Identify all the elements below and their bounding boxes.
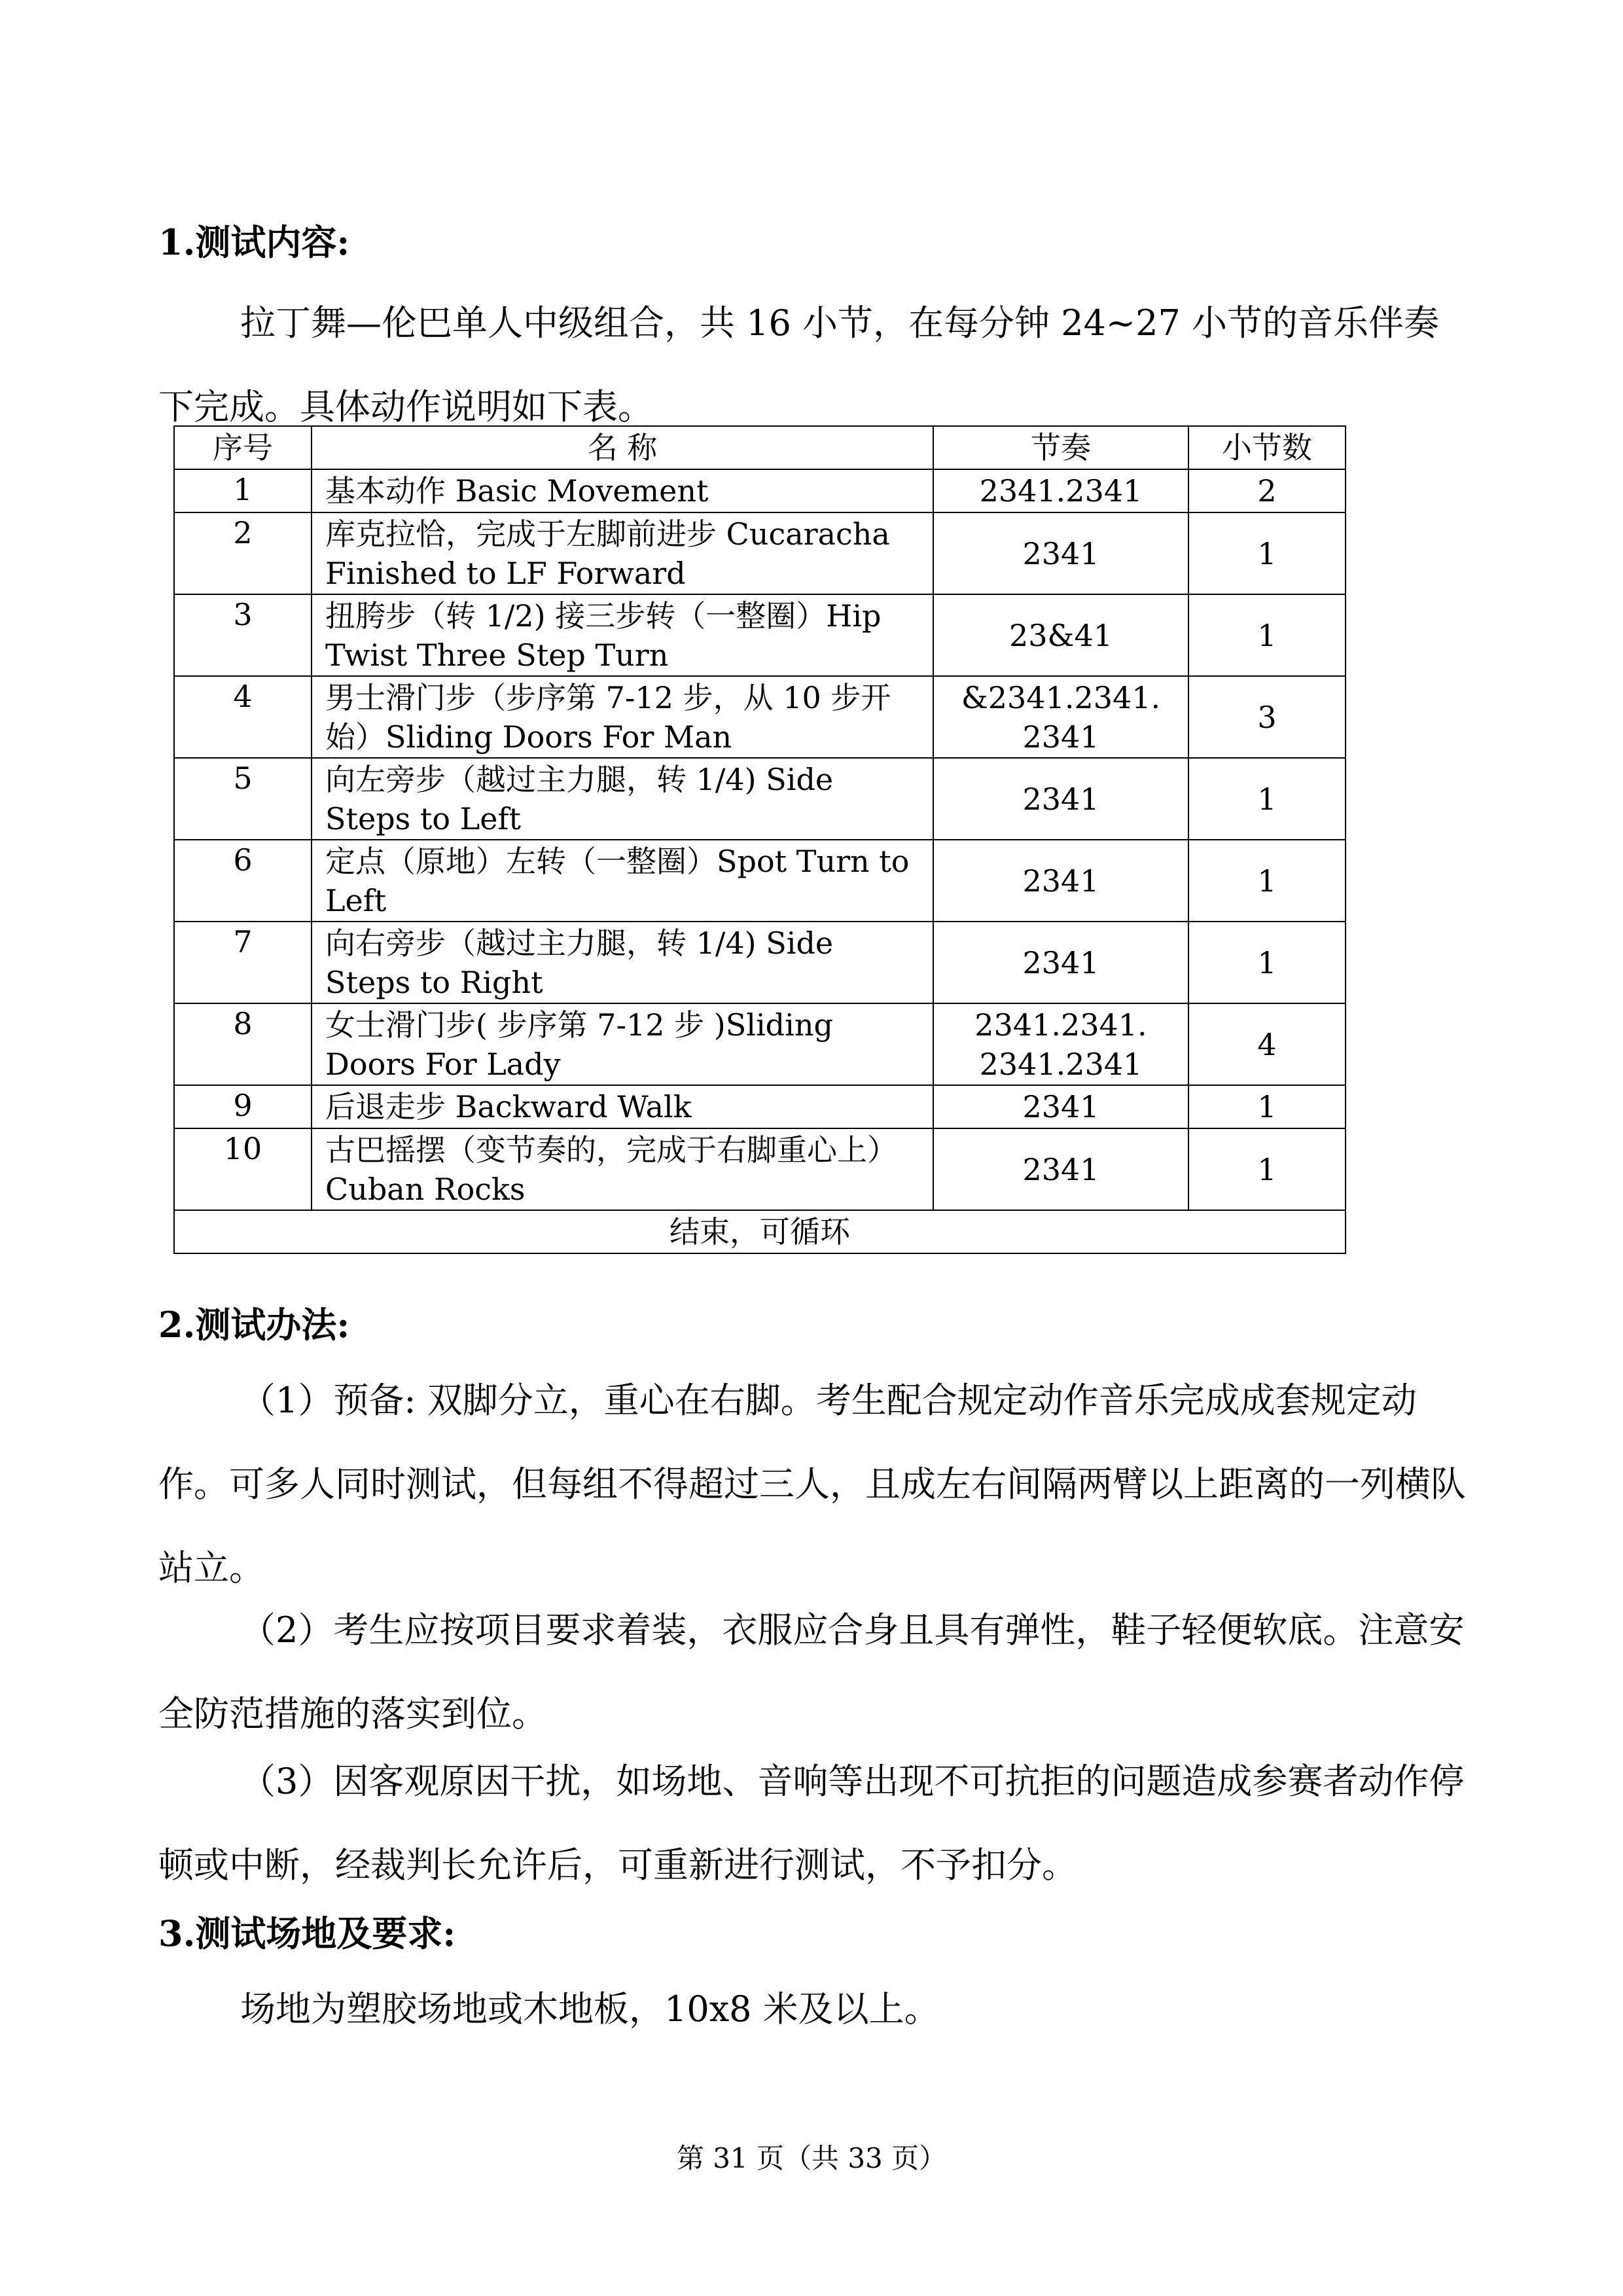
venue-paragraph: 场地为塑胶场地或木地板，10x8 米及以上。	[240, 1988, 940, 2030]
row-bars: 1	[1188, 1128, 1346, 1210]
table-row	[174, 1003, 1346, 1085]
table-row	[174, 840, 1346, 922]
row-bars: 1	[1188, 594, 1346, 676]
table-row	[174, 922, 1346, 1003]
row-name: 基本动作 Basic Movement	[312, 469, 933, 512]
row-name: 定点（原地）左转（一整圈）Spot Turn to Left	[312, 840, 933, 922]
row-name: 扭胯步（转 1/2) 接三步转（一整圈）Hip Twist Three Step Turn	[312, 594, 933, 676]
row-name: 古巴摇摆（变节奏的，完成于右脚重心上）Cuban Rocks	[312, 1128, 933, 1210]
row-seq: 9	[174, 1085, 312, 1128]
row-bars: 1	[1188, 758, 1346, 840]
row-seq: 6	[174, 840, 312, 922]
row-rhythm: 2341	[933, 758, 1188, 840]
row-rhythm: 2341	[933, 1085, 1188, 1128]
row-name: 库克拉恰，完成于左脚前进步 Cucaracha Finished to LF Forward	[312, 512, 933, 594]
row-bars: 4	[1188, 1003, 1346, 1085]
row-seq: 1	[174, 469, 312, 512]
row-rhythm: 2341	[933, 840, 1188, 922]
row-name: 后退走步 Backward Walk	[312, 1085, 933, 1128]
header-bars: 小节数	[1188, 426, 1346, 469]
row-seq: 3	[174, 594, 312, 676]
row-bars: 1	[1188, 1085, 1346, 1128]
movement-table	[173, 425, 1346, 1254]
table-footer-row	[174, 1210, 1346, 1253]
table-footer-note: 结束，可循环	[174, 1210, 1346, 1253]
table-row	[174, 594, 1346, 676]
row-bars: 3	[1188, 676, 1346, 758]
table-header-row	[174, 426, 1346, 469]
table-row	[174, 1085, 1346, 1128]
row-rhythm: 2341.2341. 2341.2341	[933, 1003, 1188, 1085]
row-name: 向右旁步（越过主力腿，转 1/4) Side Steps to Right	[312, 922, 933, 1003]
row-rhythm: 2341	[933, 512, 1188, 594]
table-row	[174, 512, 1346, 594]
section-heading-venue: 3.测试场地及要求:	[158, 1912, 456, 1954]
row-name: 向左旁步（越过主力腿，转 1/4) Side Steps to Left	[312, 758, 933, 840]
row-bars: 1	[1188, 922, 1346, 1003]
row-bars: 1	[1188, 840, 1346, 922]
row-seq: 2	[174, 512, 312, 594]
row-seq: 7	[174, 922, 312, 1003]
section-heading-test-content: 1.测试内容:	[158, 221, 350, 263]
row-name: 男士滑门步（步序第 7-12 步，从 10 步开始）Sliding Doors For Man	[312, 676, 933, 758]
method-paragraph-2: （2）考生应按项目要求着装，衣服应合身且具有弹性，鞋子轻便软底。注意安全防范措施的落实到位。	[158, 1609, 1465, 1734]
row-rhythm: 2341	[933, 1128, 1188, 1210]
table-row	[174, 1128, 1346, 1210]
table-row	[174, 758, 1346, 840]
table-row	[174, 469, 1346, 512]
method-paragraph-1: （1）预备: 双脚分立，重心在右脚。考生配合规定动作音乐完成成套规定动作。可多人同时测试，但每组不得超过三人，且成左右间隔两臂以上距离的一列横队站立。	[158, 1380, 1466, 1588]
page-number-footer: 第 31 页（共 33 页）	[676, 2142, 947, 2174]
row-rhythm: 2341	[933, 922, 1188, 1003]
row-seq: 4	[174, 676, 312, 758]
method-paragraph-3: （3）因客观原因干扰，如场地、音响等出现不可抗拒的问题造成参赛者动作停顿或中断，经裁判长允许后，可重新进行测试，不予扣分。	[158, 1761, 1465, 1886]
header-name: 名 称	[312, 426, 933, 469]
header-rhythm: 节奏	[933, 426, 1188, 469]
row-seq: 8	[174, 1003, 312, 1085]
row-seq: 10	[174, 1128, 312, 1210]
row-rhythm: &2341.2341. 2341	[933, 676, 1188, 758]
row-seq: 5	[174, 758, 312, 840]
table-row	[174, 676, 1346, 758]
row-bars: 1	[1188, 512, 1346, 594]
row-name: 女士滑门步( 步序第 7-12 步 )Sliding Doors For Lady	[312, 1003, 933, 1085]
row-rhythm: 23&41	[933, 594, 1188, 676]
test-content-paragraph: 拉丁舞—伦巴单人中级组合，共 16 小节，在每分钟 24~27 小节的音乐伴奏下完成。具体动作说明如下表。	[158, 302, 1440, 427]
section-heading-test-method: 2.测试办法:	[158, 1304, 350, 1346]
header-seq: 序号	[174, 426, 312, 469]
row-rhythm: 2341.2341	[933, 469, 1188, 512]
row-bars: 2	[1188, 469, 1346, 512]
